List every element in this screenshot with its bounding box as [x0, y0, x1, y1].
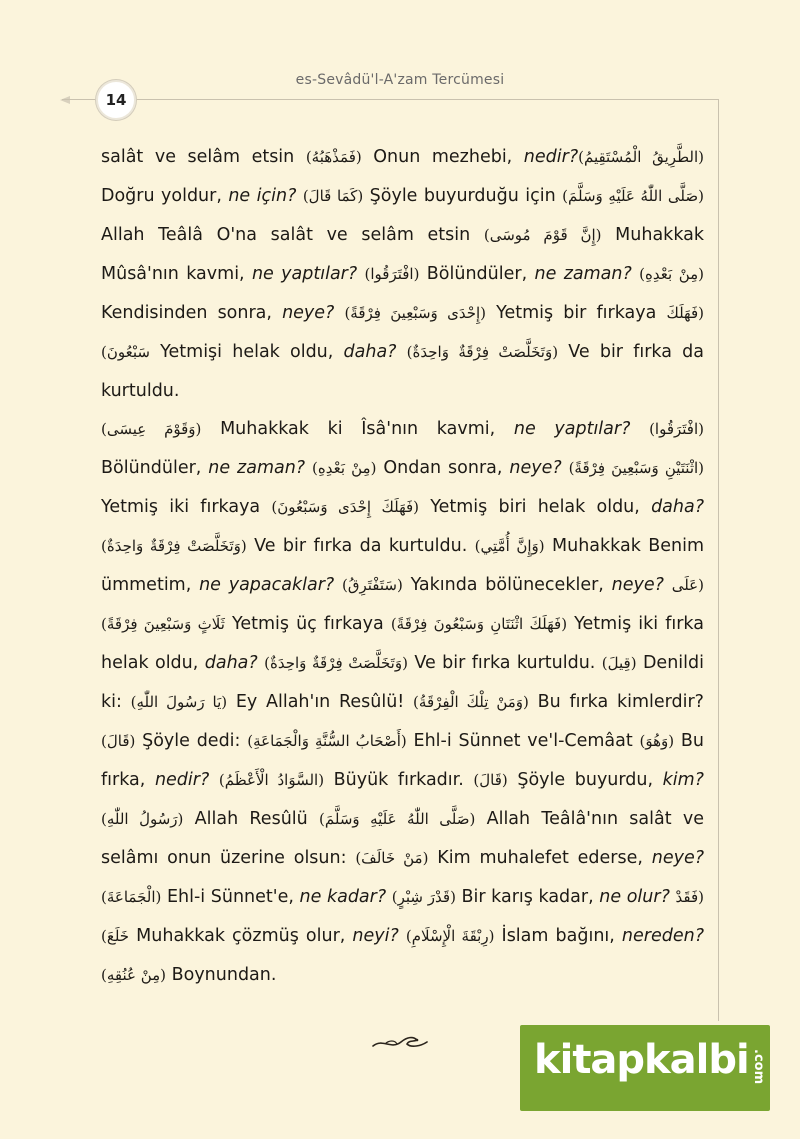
question-word: ne kadar?: [299, 887, 387, 907]
translation-text: Şöyle dedi:: [135, 731, 248, 751]
translation-text: Büyük fırkadır.: [324, 770, 474, 790]
translation-text: Bölündüler,: [101, 458, 209, 478]
translation-text: Yetmiş bir fırkaya: [486, 303, 667, 323]
arabic-phrase: (وَتَخَلَّصَتْ فِرْقَةٌ وَاحِدَةٌ): [101, 537, 247, 555]
question-word: daha?: [343, 342, 397, 362]
translation-text: [562, 458, 569, 478]
watermark-brand: kitapkalbi: [534, 1037, 749, 1083]
question-word: daha?: [651, 497, 704, 517]
arabic-phrase: (إِحْدَى وَسَبْعِينَ فِرْقَةً): [344, 304, 486, 322]
translation-text: Allah Resûlü: [183, 809, 320, 829]
translation-text: Muhakkak Benim ümmetim,: [101, 536, 704, 595]
arabic-phrase: (وَتَخَلَّصَتْ فِرْقَةٌ وَاحِدَةٌ): [264, 654, 408, 672]
header-rule-tip: [60, 96, 70, 104]
arabic-phrase: (قِيلَ): [601, 654, 637, 672]
arabic-phrase: (وَقَوْمَ عِيسَى): [101, 420, 202, 438]
arabic-phrase: (فَهَلَكَ إِحْدَى وَسَبْعُونَ): [271, 498, 420, 516]
header-title: es-Sevâdü'l-A'zam Tercümesi: [295, 72, 505, 88]
question-word: neye?: [651, 848, 705, 868]
translation-text: [209, 770, 219, 790]
question-word: ne yapacaklar?: [199, 575, 335, 595]
translation-text: Boynundan.: [166, 965, 277, 985]
translation-text: [399, 926, 406, 946]
translation-text: Kim muhalefet ederse,: [428, 848, 652, 868]
translation-text: Onun mezhebi,: [361, 147, 524, 167]
question-word: ne zaman?: [208, 458, 306, 478]
arabic-phrase: (مَنْ خَالَفَ): [355, 849, 429, 867]
arabic-phrase: (مِنْ بَعْدِهِ): [312, 459, 377, 477]
translation-text: Yetmişi helak oldu,: [149, 342, 344, 362]
translation-text: Bir karış kadar,: [455, 887, 600, 907]
translation-text: Muhakkak çözmüş olur,: [129, 926, 353, 946]
arabic-phrase: (أَصْحَابُ السُّنَّةِ وَالْجَمَاعَةِ): [247, 732, 407, 750]
question-word: neye?: [611, 575, 664, 595]
translation-text: Şöyle buyurduğu için: [363, 186, 563, 206]
question-word: nedir?: [523, 147, 579, 167]
question-word: daha?: [204, 653, 258, 673]
translation-text: Yetmiş iki fırka helak oldu,: [101, 614, 704, 673]
arabic-phrase: (افْتَرَقُوا): [649, 420, 704, 438]
paragraph-1: [101, 138, 704, 411]
watermark-suffix: .com: [751, 1049, 766, 1085]
arabic-phrase: (عَلَى ثَلَاثٍ وَسَبْعِينَ فِرْقَةً): [101, 576, 704, 633]
translation-text: Yetmiş üç fırkaya: [224, 614, 391, 634]
question-word: nedir?: [154, 770, 210, 790]
arabic-phrase: (الطَّرِيقُ الْمُسْتَقِيمُ): [578, 148, 704, 166]
arabic-phrase: (فَمَذْهَبُهُ): [305, 148, 362, 166]
translation-text: Yetmiş iki fırkaya: [101, 497, 272, 517]
arabic-phrase: (وَإِنَّ أُمَّتِي): [474, 537, 545, 555]
translation-text: Yakında bölünecekler,: [402, 575, 612, 595]
translation-text: Doğru yoldur,: [101, 186, 229, 206]
arabic-phrase: (رِبْقَةَ الْإِسْلَامِ): [405, 927, 495, 945]
arabic-phrase: (الْجَمَاعَةَ): [101, 888, 162, 906]
translation-text: Ve bir fırka da kurtuldu.: [246, 536, 475, 556]
question-word: ne yaptılar?: [251, 264, 358, 284]
translation-text: Allah Teâlâ'nın salât ve selâmı onun üzerine olsun:: [101, 809, 704, 868]
paragraph-2: [101, 410, 704, 995]
arabic-phrase: (وَمَنْ تِلْكَ الْفِرْقَةُ): [413, 693, 529, 711]
watermark-logo: [520, 1025, 770, 1111]
arabic-phrase: (اثْنَتَيْنِ وَسَبْعِينَ فِرْقَةً): [568, 459, 705, 477]
question-word: neye?: [282, 303, 335, 323]
translation-text: Bu fırka,: [101, 731, 704, 790]
translation-text: Muhakkak ki Îsâ'nın kavmi,: [201, 419, 514, 439]
page-number-badge: 14: [96, 80, 136, 120]
arabic-phrase: (يَا رَسُولَ اللّٰهِ): [130, 693, 228, 711]
question-word: nereden?: [621, 926, 704, 946]
translation-text: Bölündüler,: [419, 264, 535, 284]
translation-text: Yetmiş biri helak oldu,: [419, 497, 652, 517]
question-word: ne için?: [228, 186, 297, 206]
arabic-phrase: (سَتَفْتَرِقُ): [341, 576, 403, 594]
translation-text: [664, 575, 672, 595]
question-word: neye?: [509, 458, 562, 478]
translation-text: [396, 342, 406, 362]
translation-text: [334, 575, 342, 595]
header-rule-top: [134, 99, 719, 100]
translation-text: Ehl-i Sünnet ve'l-Cemâat: [406, 731, 640, 751]
question-word: neyi?: [352, 926, 399, 946]
arabic-phrase: (صَلَّى اللّٰهُ عَلَيْهِ وَسَلَّمَ): [562, 187, 704, 205]
translation-text: [334, 303, 344, 323]
arabic-phrase: (وَهُوَ): [639, 732, 675, 750]
arabic-phrase: (قَالَ): [473, 771, 508, 789]
translation-text: [630, 419, 649, 439]
arabic-phrase: (قَالَ): [101, 732, 136, 750]
translation-text: Şöyle buyurdu,: [507, 770, 663, 790]
arabic-phrase: (فَهَلَكَ سَبْعُونَ): [101, 304, 704, 361]
page-border-right: [718, 99, 719, 1021]
translation-text: salât ve selâm etsin: [101, 147, 306, 167]
translation-text: Kendisinden sonra,: [101, 303, 283, 323]
translation-text: Denildi ki:: [101, 653, 704, 712]
arabic-phrase: (فَهَلَكَ اثْنَتَانِ وَسَبْعُونَ فِرْقَةً): [390, 615, 568, 633]
translation-text: Muhakkak Mûsâ'nın kavmi,: [101, 225, 705, 284]
arabic-phrase: (السَّوَادُ الْأَعْظَمُ): [218, 771, 325, 789]
ornament-icon: [371, 1028, 429, 1054]
translation-text: Ehl-i Sünnet'e,: [161, 887, 300, 907]
question-word: ne olur?: [599, 887, 670, 907]
arabic-phrase: (افْتَرَقُوا): [364, 265, 420, 283]
arabic-phrase: (رَسُولُ اللّٰهِ): [101, 810, 184, 828]
translation-text: Ondan sonra,: [376, 458, 510, 478]
translation-text: [305, 458, 312, 478]
arabic-phrase: (مِنْ عُنُقِهِ): [101, 966, 167, 984]
translation-text: Bu fırka kimlerdir?: [528, 692, 704, 712]
arabic-phrase: (كَمَا قَالَ): [302, 187, 364, 205]
question-word: ne zaman?: [534, 264, 632, 284]
translation-text: Ve bir fırka da kurtuldu.: [101, 342, 704, 401]
translation-text: Ey Allah'ın Resûlü!: [227, 692, 414, 712]
arabic-phrase: (قَدْرَ شِبْرٍ): [391, 888, 456, 906]
question-word: kim?: [662, 770, 704, 790]
arabic-phrase: (وَتَخَلَّصَتْ فِرْقَةٌ وَاحِدَةٌ): [406, 343, 559, 361]
arabic-phrase: (إِنَّ قَوْمَ مُوسَى): [483, 226, 602, 244]
translation-text: Ve bir fırka kurtuldu.: [407, 653, 602, 673]
arabic-phrase: (صَلَّى اللّٰهُ عَلَيْهِ وَسَلَّمَ): [319, 810, 476, 828]
translation-text: Allah Teâlâ O'na salât ve selâm etsin: [101, 225, 484, 245]
arabic-phrase: (مِنْ بَعْدِهِ): [639, 265, 704, 283]
arabic-phrase: (فَقَدْ خَلَعَ): [101, 888, 704, 945]
translation-text: [357, 264, 364, 284]
translation-text: İslam bağını,: [494, 926, 622, 946]
question-word: ne yaptılar?: [513, 419, 631, 439]
